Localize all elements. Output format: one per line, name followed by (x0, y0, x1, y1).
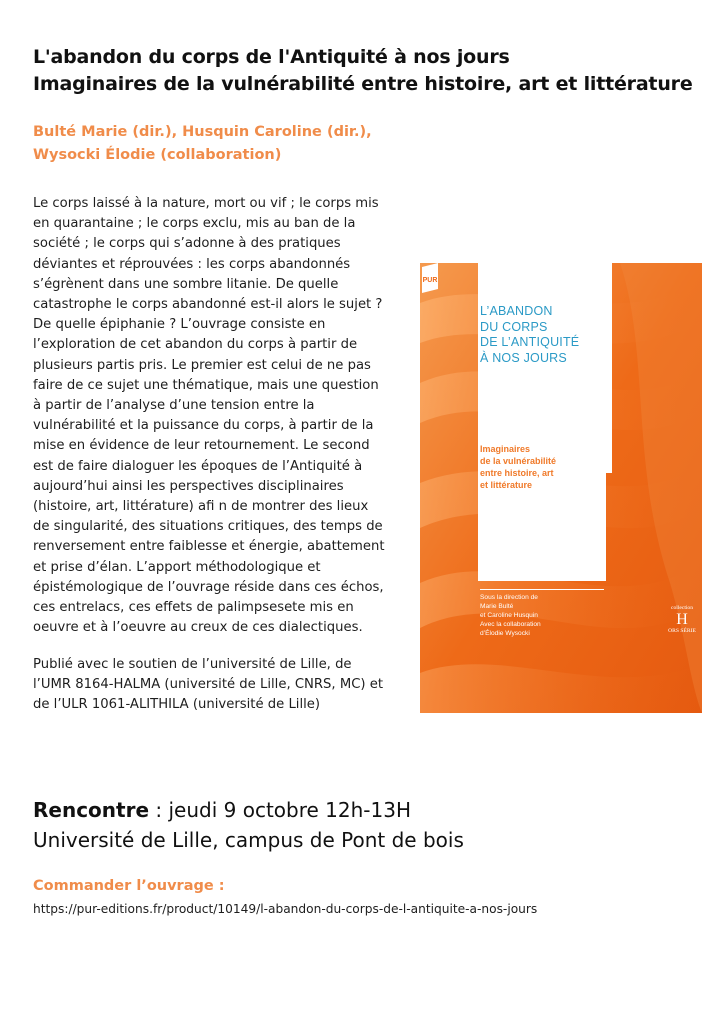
cover-title-line: À NOS JOURS (480, 350, 567, 365)
cover-credits (480, 593, 606, 638)
page-title (33, 44, 713, 98)
cover-title-line: L’ABANDON (480, 304, 553, 318)
description-line: faire de ce sujet une thématique, mais une question (33, 377, 379, 393)
description-line: ces entrelacs, ces effets de palimpsesete mis en (33, 600, 354, 616)
description-line: Le corps laissé à la nature, mort ou vif ; le corps mis (33, 196, 379, 211)
description-line: en quarantaine ; le corps exclu, mis au ban de la (33, 216, 356, 232)
cover-title (480, 304, 610, 366)
subtitle-line: Imaginaires de la vulnérabilité entre histoire, art et littérature (33, 73, 693, 95)
description-line: oeuvre et à l’oeuvre au creux de ces dialectiques. (33, 620, 363, 636)
description-line: plusieurs partis pris. Le premier est celui de ne pas (33, 357, 371, 373)
order-label: Commander l’ouvrage : (33, 878, 225, 894)
cover-credit-line: d’Élodie Wysocki (480, 630, 530, 637)
event-label: Rencontre (33, 798, 150, 822)
event-info (33, 795, 713, 855)
support-paragraph (33, 655, 405, 716)
order-link[interactable]: https://pur-editions.fr/product/10149/l-abandon-du-corps-de-l-antiquite-a-nos-jours (33, 902, 538, 916)
publisher-logo-icon (420, 263, 440, 293)
description-line: mise en évidence de leur retournement. Le second (33, 438, 370, 454)
cover-subtitle (480, 443, 606, 491)
description-line: renversement entre faiblesse et énergie, abattement (33, 539, 385, 555)
description-line: est de faire dialoguer les époques de l’Antiquité à (33, 458, 363, 474)
cover-title-line: DU CORPS (480, 319, 548, 334)
support-line: l’UMR 8164-HALMA (université de Lille, CNRS, MC) et (33, 677, 384, 693)
cover-credit-line: Sous la direction de (480, 594, 538, 601)
event-place: Université de Lille, campus de Pont de bois (33, 828, 464, 852)
event-separator: : (149, 798, 169, 822)
authors-line: Bulté Marie (dir.), Husquin Caroline (dir.), (33, 124, 372, 140)
description-line: de singularité, des situations critiques, des temps de (33, 519, 383, 535)
cover-divider (480, 589, 604, 590)
support-line: Publié avec le soutien de l’université de Lille, de (33, 657, 352, 672)
description-paragraph (33, 194, 405, 638)
description-line: et prise d’élan. L’apport méthodologique et (33, 559, 321, 575)
event-datetime-line (33, 795, 713, 825)
description-line: vulnérabilité et la puissance du corps, à partir de la (33, 418, 374, 434)
description-line: De quelle épiphanie ? L’ouvrage consiste en (33, 317, 326, 333)
support-line: de l’ULR 1061-ALITHILA (université de Lille) (33, 697, 321, 713)
cover-subtitle-line: Imaginaires (480, 444, 531, 454)
cover-subtitle-line: entre histoire, art (480, 468, 554, 478)
description-line: société ; le corps qui s’adonne à des pratiques (33, 236, 341, 252)
description-line: épistémologique de l’ouvrage réside dans ces échos, (33, 579, 384, 595)
description-line: l’exploration de cet abandon du corps à partir de (33, 337, 358, 353)
description-line: à partir de l’analyse d’une tension entre la (33, 398, 315, 414)
cover-title-panel (478, 263, 612, 473)
cover-credit-line: Avec la collaboration (480, 621, 541, 628)
cover-subtitle-line: de la vulnérabilité (480, 456, 557, 466)
cover-subtitle-line: et littérature (480, 480, 533, 490)
description-line: déviantes et réprouvées : les corps abandonnés (33, 256, 351, 272)
series-bottom-text: ORS SÉRIE (668, 628, 696, 634)
authors (33, 121, 453, 167)
description-line: aujourd’hui ainsi les perspectives disciplinaires (33, 478, 344, 494)
cover-credit-line: et Caroline Husquin (480, 612, 538, 619)
description-line: s’égrènent dans une sombre litanie. De quelle (33, 276, 339, 292)
title-line: L'abandon du corps de l'Antiquité à nos jours (33, 46, 510, 68)
cover-title-line: DE L’ANTIQUITÉ (480, 335, 580, 349)
series-letter: H (676, 611, 688, 628)
series-logo (667, 605, 697, 635)
book-cover-image (420, 263, 702, 713)
series-top-text: collection (670, 605, 694, 611)
publisher-logo-text: PUR (422, 277, 438, 284)
description-line: (histoire, art, littérature) afi n de montrer des lieux (33, 499, 369, 515)
description-line: catastrophe le corps abandonné est-il alors le sujet ? (33, 297, 383, 313)
authors-line: Wysocki Élodie (collaboration) (33, 147, 282, 163)
cover-credit-line: Marie Bulté (480, 603, 514, 610)
event-datetime: jeudi 9 octobre 12h-13H (168, 798, 411, 822)
